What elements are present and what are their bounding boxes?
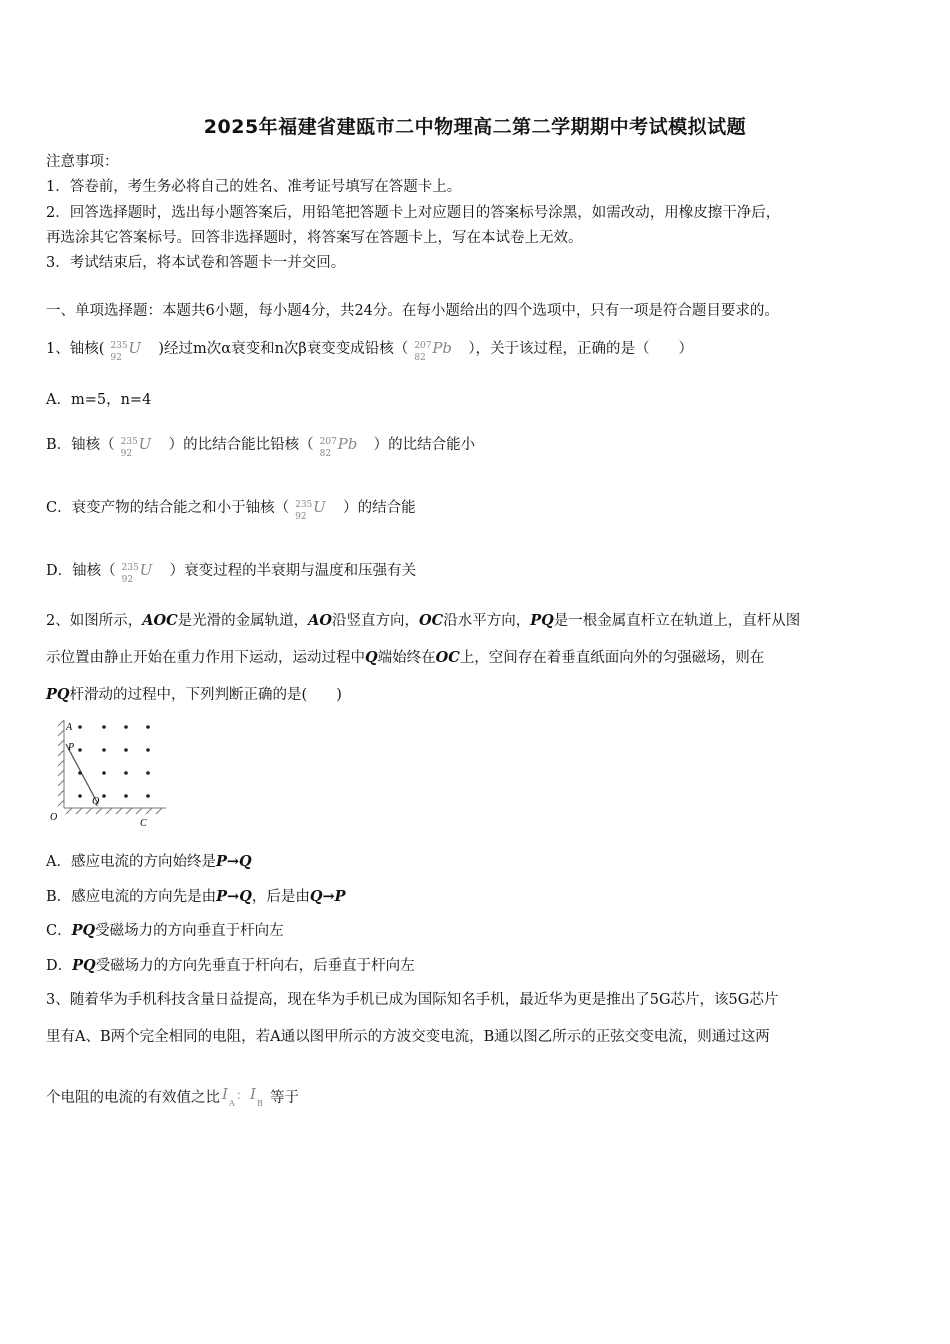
q2-stem-line-3: PQ杆滑动的过程中，下列判断正确的是( ): [46, 686, 342, 703]
notice-item-3: 3．考试结束后，将本试卷和答题卡一并交回。: [46, 255, 346, 271]
notice-item-1: 1．答卷前，考生务必将自己的姓名、准考证号填写在答题卡上。: [46, 179, 462, 195]
vertical-rail-hatch: [58, 720, 64, 808]
page-title: 2025年福建省建瓯市二中物理高二第二学期期中考试模拟试题: [203, 116, 747, 138]
q3-stem-line-3: 个电阻的电流的有效值之比 I A ： I B 等于: [46, 1084, 299, 1112]
q1-stem: 1、铀核( 235 92 U )经过m次α衰变和n次β衰变变成铅核（ 207 82 Pb ），关于该过程，正确的是（ ）: [46, 336, 693, 362]
q2-option-c: C．PQ受磁场力的方向垂直于杆向左: [46, 922, 284, 939]
q3-stem-line-1: 3、随着华为手机科技含量日益提高，现在华为手机已成为国际知名手机，最近华为更是推出了5G芯片，该5G芯片: [46, 992, 779, 1008]
q3-stem-line-2: 里有A、B两个完全相同的电阻，若A通以图甲所示的方波交变电流，B通以图乙所示的正弦交变电流，则通过这两: [46, 1029, 770, 1045]
notice-heading: 注意事项：: [46, 154, 119, 170]
q2-stem-line-2: 示位置由静止开始在重力作用下运动，运动过程中Q端始终在OC上，空间存在着垂直纸面向外的匀强磁场，则在: [46, 649, 765, 666]
q2-stem-line-1: 2、如图所示，AOC是光滑的金属轨道，AO沿竖直方向，OC沿水平方向，PQ是一根金属直杆立在轨道上，直杆从图: [46, 612, 801, 629]
lead-isotope: 207 82 Pb: [414, 339, 453, 363]
uranium-isotope: 235 92 U: [110, 339, 142, 363]
label-c: C: [140, 818, 147, 829]
uranium-isotope: 235 92 U: [295, 498, 326, 522]
current-ratio: I A ： I B: [222, 1085, 263, 1108]
uranium-isotope: 235 92 U: [121, 561, 153, 585]
notice-item-2a: 2．回答选择题时，选出每小题答案后，用铅笔把答题卡上对应题目的答案标号涂黑，如需改动，用橡皮擦干净后，: [46, 205, 781, 221]
q1-option-d: D．铀核（ 235 92 U ）衰变过程的半衰期与温度和压强有关: [46, 558, 416, 584]
label-p: P: [68, 742, 75, 753]
rail-diagram: [46, 716, 176, 830]
q1-option-c: C．衰变产物的结合能之和小于铀核（ 235 92 U ）的结合能: [46, 495, 416, 521]
q1-option-a: A．m=5，n=4: [46, 392, 152, 408]
rod-pq: [66, 744, 98, 804]
lead-isotope: 207 82 Pb: [319, 435, 358, 459]
q1-option-b: B．铀核（ 235 92 U ）的比结合能比铅核（ 207 82 Pb ）的比结合能小: [46, 432, 475, 458]
label-q: Q: [92, 796, 100, 807]
q2-option-a: A．感应电流的方向始终是P→Q: [46, 853, 252, 870]
horizontal-rail-hatch: [64, 808, 166, 814]
label-a: A: [66, 722, 73, 733]
q2-option-b: B．感应电流的方向先是由P→Q，后是由Q→P: [46, 888, 346, 905]
q2-option-d: D．PQ受磁场力的方向先垂直于杆向右，后垂直于杆向左: [46, 957, 415, 974]
section-heading: 一、单项选择题：本题共6小题，每小题4分，共24分。在每小题给出的四个选项中，只有一项是符合题目要求的。: [46, 303, 779, 319]
notice-item-2b: 再选涂其它答案标号。回答非选择题时，将答案写在答题卡上，写在本试卷上无效。: [46, 230, 583, 246]
label-o: O: [50, 812, 58, 823]
uranium-isotope: 235 92 U: [120, 435, 152, 459]
